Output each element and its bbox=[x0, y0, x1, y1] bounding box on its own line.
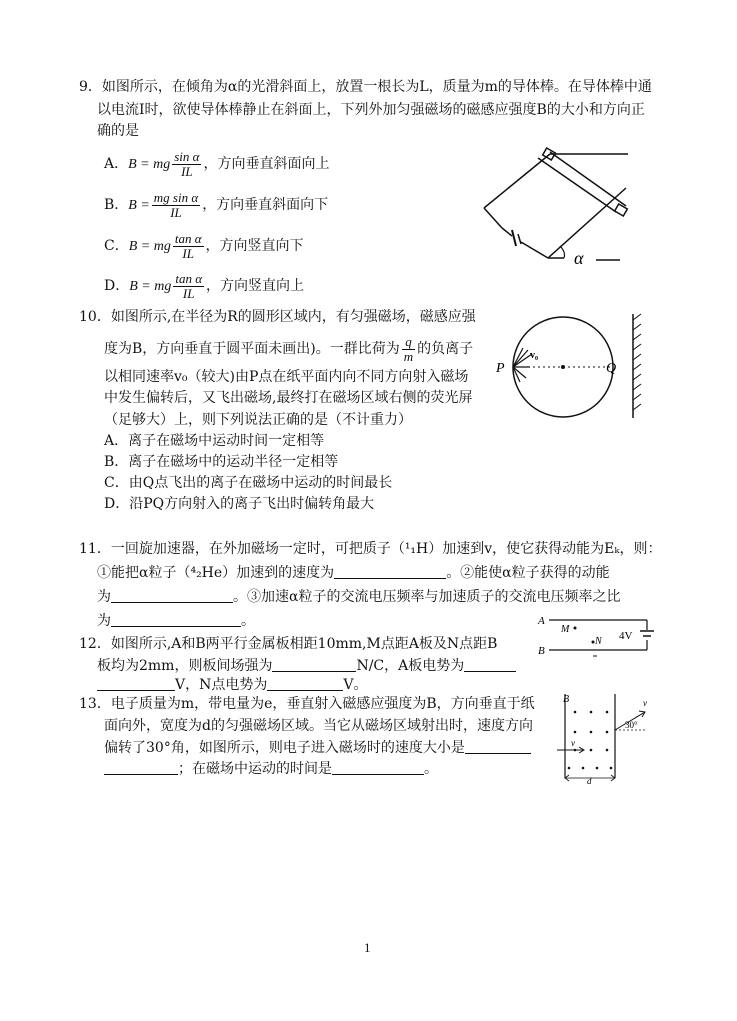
q11-blank-3[interactable] bbox=[111, 612, 241, 627]
q11-line2: ①能把α粒子（⁴₂He）加速到的速度为 。②能使α粒子获得的动能 bbox=[97, 565, 610, 581]
q9-option-b: B．B = $\frac{\text{mg sin α}}{IL}$ ，方向垂直斜面向下 bbox=[104, 189, 329, 220]
q12-point-n: N bbox=[595, 636, 602, 647]
q13-line4: ；在磁场中运动的时间是 。 bbox=[104, 760, 438, 778]
q10-line4: 中发生偏转后，又飞出磁场,最终打在磁场区域右侧的荧光屏 bbox=[104, 390, 473, 406]
q13-line2: 面向外，宽度为d的匀强磁场区域。当它从磁场区域射出时，速度方向 bbox=[104, 718, 533, 734]
q12-blank-4[interactable] bbox=[267, 676, 343, 691]
q12-blank-2[interactable] bbox=[464, 657, 516, 672]
q12-voltage-label: 4V bbox=[619, 630, 633, 642]
q12-line3: V，N点电势为 V。 bbox=[97, 676, 368, 694]
q13-d-label: d bbox=[587, 776, 592, 785]
q10-option-c: C．由Q点飞出的离子在磁场中运动的时间最长 bbox=[104, 475, 393, 491]
q11-blank-2[interactable] bbox=[111, 588, 233, 603]
q10-option-b: B．离子在磁场中的运动半径一定相等 bbox=[104, 454, 339, 470]
q10-line2: 度为B，方向垂直于圆平面未画出)。一群比荷为 $\frac{q}{m}$ 的负离子 bbox=[104, 333, 474, 364]
q12-point-m: M bbox=[561, 624, 570, 635]
q10-circle-figure bbox=[490, 310, 650, 430]
q9-angle-label: α bbox=[574, 248, 584, 268]
q10-line1: 10．如图所示,在半径为R的圆形区域内，有匀强磁场，磁感应强 bbox=[79, 309, 476, 325]
q9-incline-figure bbox=[478, 140, 638, 270]
page-number: 1 bbox=[364, 940, 371, 955]
q10-point-p: P bbox=[496, 361, 505, 376]
q13-v-in-label: v bbox=[571, 738, 575, 748]
q9-option-c: C．B = mg $\frac{\text{tan α}}{IL}$ ，方向竖直向下 bbox=[104, 230, 304, 261]
q13-field-figure bbox=[553, 690, 663, 785]
q13-blank-2[interactable] bbox=[332, 760, 424, 775]
q10-line3: 以相同速率v₀（较大)由P点在纸平面内向不同方向射入磁场 bbox=[104, 369, 469, 385]
q10-option-a: A．离子在磁场中运动时间一定相等 bbox=[104, 433, 325, 449]
q9-option-a: A．B = mg $\frac{\text{sin α}}{IL}$ ，方向垂直斜面向上 bbox=[104, 148, 330, 179]
q12-plate-a-label: A bbox=[538, 615, 545, 627]
q12-plates-figure bbox=[535, 610, 660, 670]
q12-blank-1[interactable] bbox=[272, 657, 356, 672]
q9-line1: 9．如图所示，在倾角为α的光滑斜面上，放置一根长为L，质量为m的导体棒。在导体棒中通 bbox=[79, 79, 652, 95]
q11-line3: 为 。③加速α粒子的交流电压频率与加速质子的交流电压频率之比 bbox=[97, 589, 621, 605]
q11-line1: 11．一回旋加速器，在外加磁场一定时，可把质子（¹₁H）加速到v，使它获得动能为Eₖ，则： bbox=[79, 541, 662, 557]
q13-v-out-label: v bbox=[643, 698, 647, 708]
q9-option-d: D．B = mg $\frac{\text{tan α}}{IL}$ ，方向竖直向上 bbox=[104, 270, 305, 301]
q12-blank-3[interactable] bbox=[97, 676, 175, 691]
q10-line5: （足够大）上，则下列说法正确的是（不计重力） bbox=[104, 412, 412, 428]
q10-v0-label: v₀ bbox=[530, 350, 538, 361]
q11-line4: 为 。 bbox=[97, 613, 255, 629]
q10-option-d: D．沿PQ方向射入的离子飞出时偏转角最大 bbox=[104, 496, 375, 512]
q9-line2: 以电流I时，欲使导体棒静止在斜面上，下列外加匀强磁场的磁感应强度B的大小和方向正 bbox=[97, 102, 645, 118]
q13-line1: 13．电子质量为m，带电量为e，垂直射入磁感应强度为B，方向垂直于纸 bbox=[79, 696, 535, 712]
q13-angle-label: 30° bbox=[625, 720, 638, 730]
q13-blank-1-cont[interactable] bbox=[104, 760, 178, 775]
q13-b-label: B bbox=[563, 694, 570, 705]
q13-line3: 偏转了30°角，如图所示，则电子进入磁场时的速度大小是 bbox=[104, 739, 531, 757]
q12-line2: 板均为2mm，则板间场强为 N/C，A板电势为 bbox=[97, 657, 516, 675]
q10-point-q: Q bbox=[606, 361, 617, 376]
q12-plate-b-label: B bbox=[538, 645, 545, 657]
q13-blank-1[interactable] bbox=[465, 739, 531, 754]
q11-blank-1[interactable] bbox=[334, 564, 446, 579]
q9-line3: 确的是 bbox=[97, 123, 139, 139]
q12-line1: 12．如图所示,A和B两平行金属板相距10mm,M点距A板及N点距B bbox=[79, 636, 498, 652]
